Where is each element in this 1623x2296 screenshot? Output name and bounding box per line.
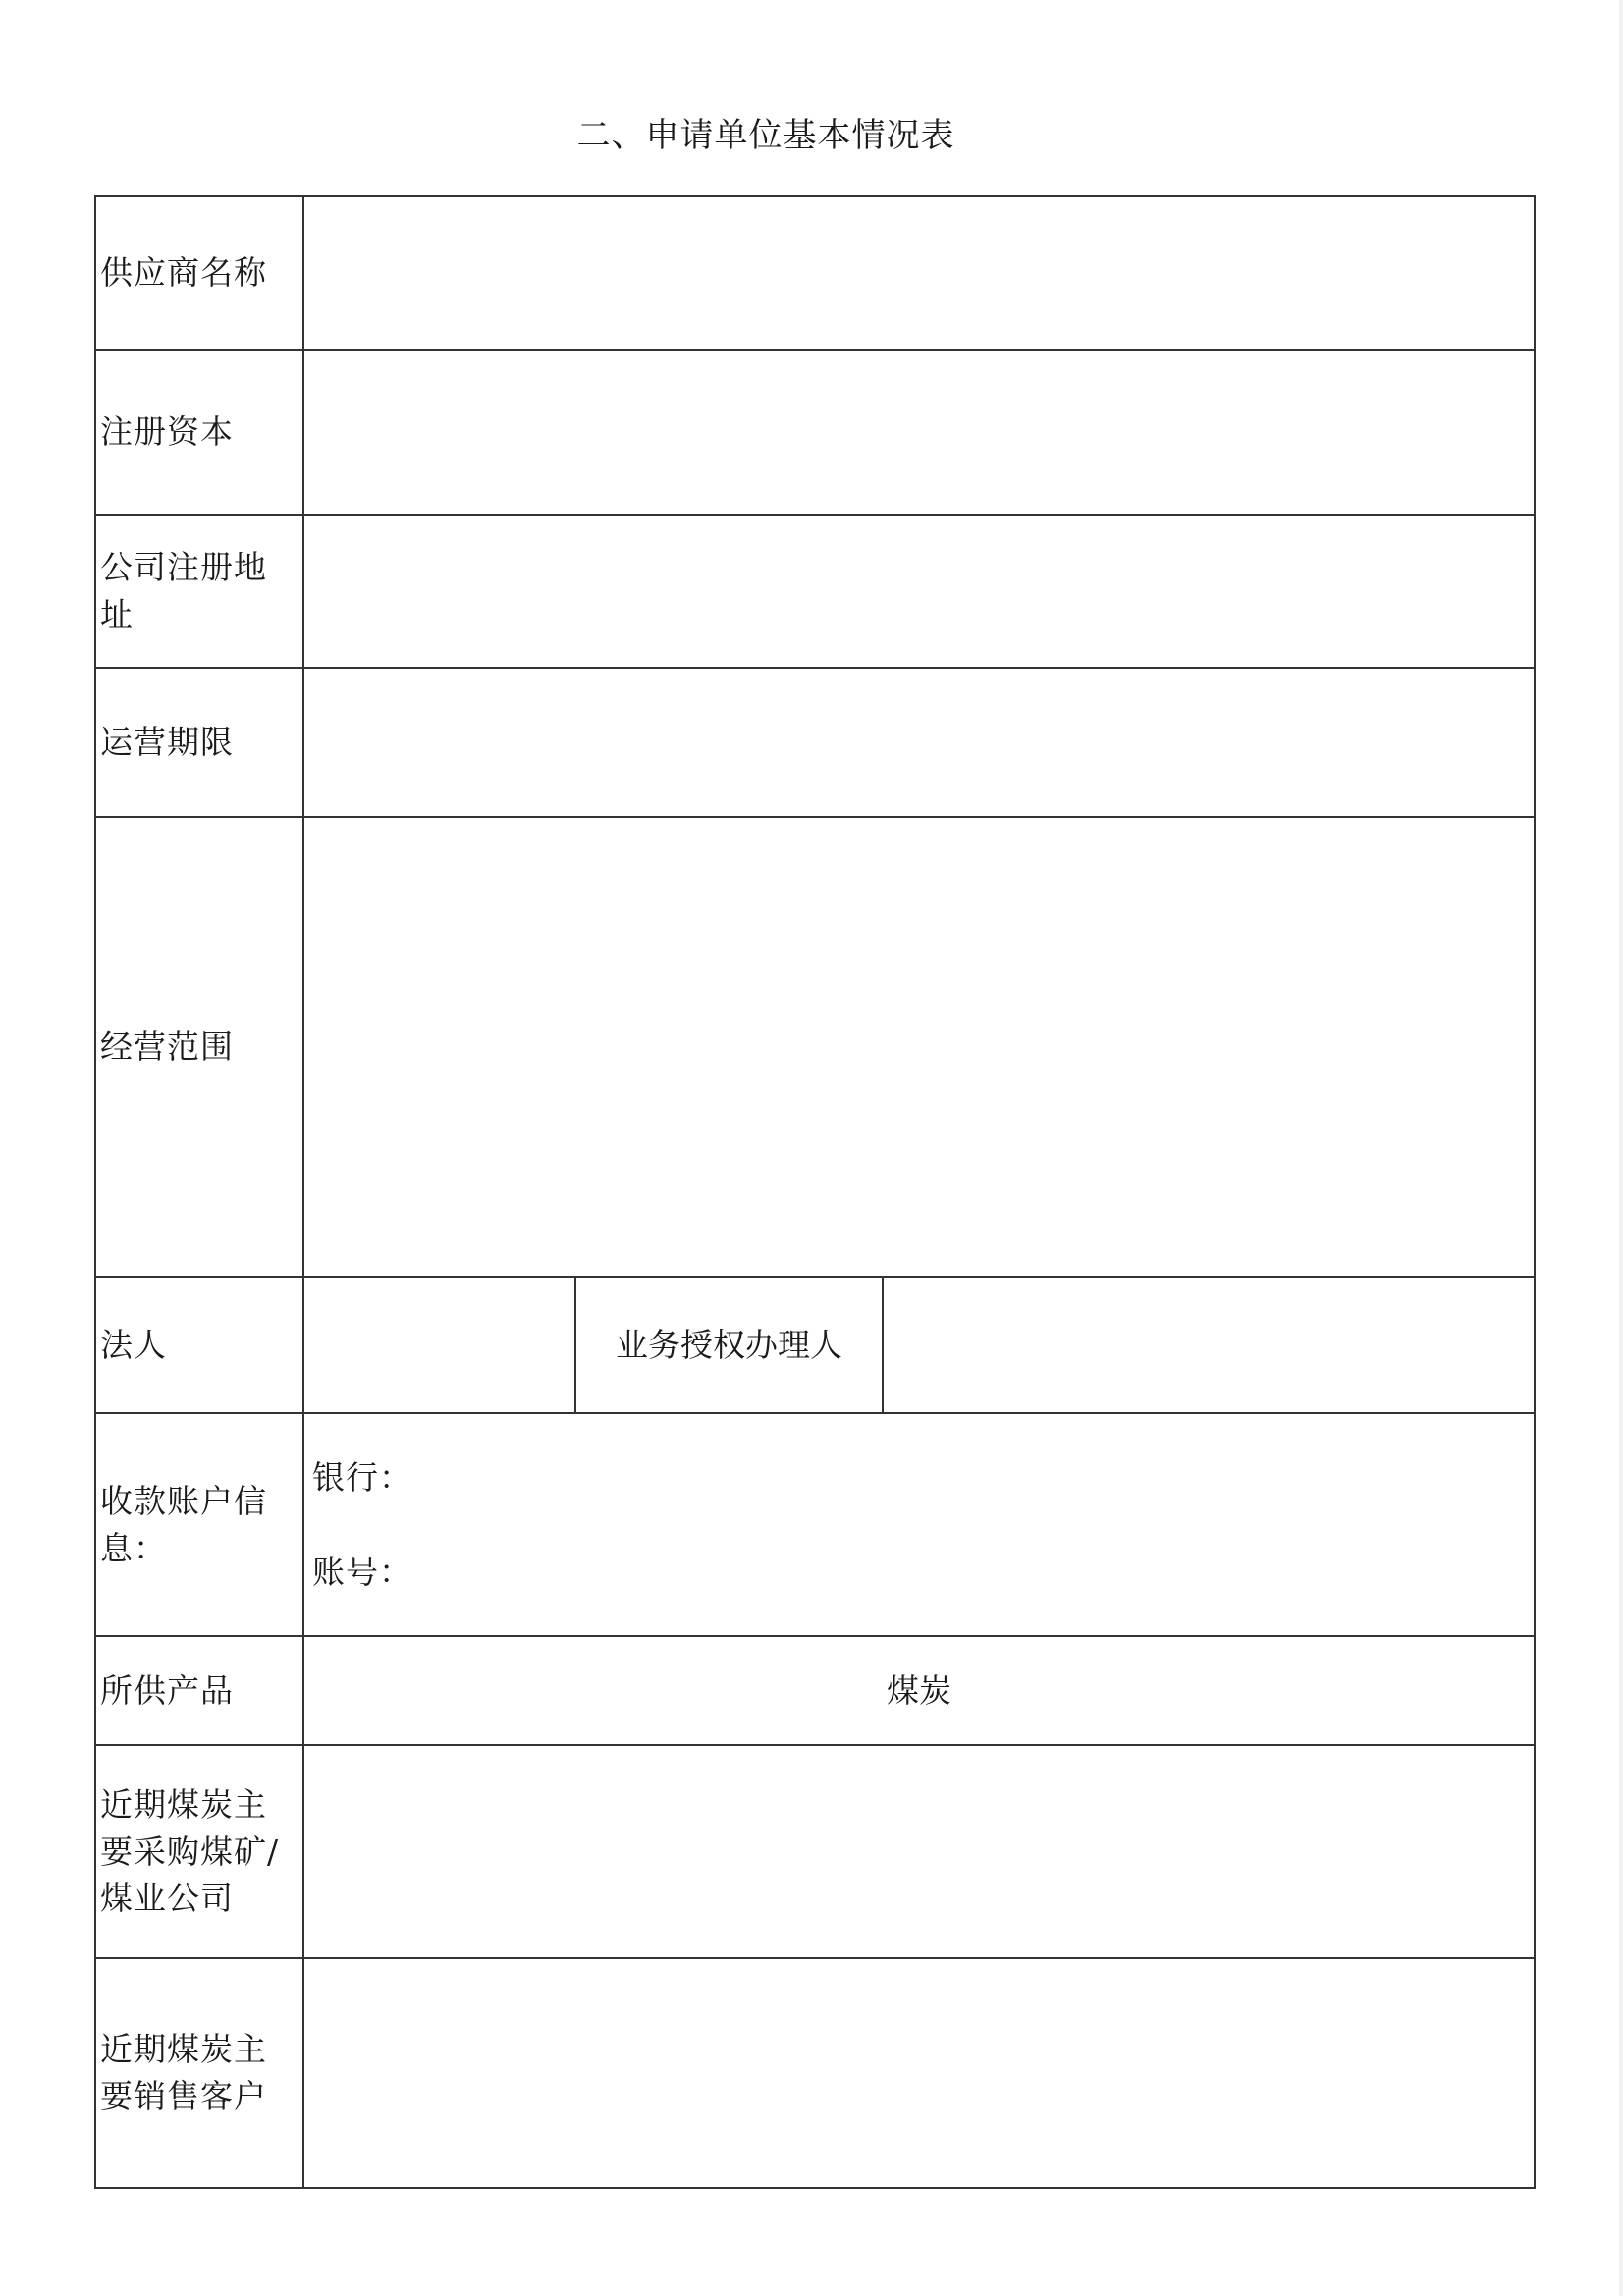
authorized-agent-label: 业务授权办理人: [575, 1277, 883, 1413]
table-row-recent-customers: [95, 1958, 1535, 2188]
recent-customers-field[interactable]: [303, 1958, 1535, 2188]
page-edge: [1619, 0, 1623, 2296]
products-label: 所供产品: [95, 1636, 303, 1745]
recent-suppliers-label: 近期煤炭主要采购煤矿/煤业公司: [95, 1745, 303, 1958]
recent-customers-label: 近期煤炭主要销售客户: [95, 1958, 303, 2188]
table-row-legal-person: [95, 1277, 1535, 1413]
table-row-bank-account: [95, 1413, 1535, 1636]
legal-person-field[interactable]: [303, 1277, 575, 1413]
registered-capital-label: 注册资本: [95, 350, 303, 515]
table-row-registered-capital: [95, 350, 1535, 515]
registered-capital-field[interactable]: [303, 350, 1535, 515]
table-row-supplier-name: [95, 196, 1535, 350]
bank-label: 银行：: [312, 1457, 412, 1497]
table-row-recent-suppliers: [95, 1745, 1535, 1958]
authorized-agent-field[interactable]: [883, 1277, 1535, 1413]
legal-person-label: 法人: [95, 1277, 303, 1413]
table-row-registered-address: [95, 515, 1535, 668]
operation-period-field[interactable]: [303, 668, 1535, 817]
bank-account-label: 收款账户信息：: [95, 1413, 303, 1636]
table-row-products: [95, 1636, 1535, 1745]
recent-suppliers-field[interactable]: [303, 1745, 1535, 1958]
supplier-name-field[interactable]: [303, 196, 1535, 350]
applicant-info-table: [94, 195, 1536, 2189]
account-number-label: 账号：: [312, 1552, 412, 1591]
business-scope-label: 经营范围: [95, 817, 303, 1277]
registered-address-field[interactable]: [303, 515, 1535, 668]
products-value[interactable]: 煤炭: [303, 1636, 1535, 1745]
registered-address-label: 公司注册地址: [95, 515, 303, 668]
business-scope-field[interactable]: [303, 817, 1535, 1277]
supplier-name-label: 供应商名称: [95, 196, 303, 350]
table-row-business-scope: [95, 817, 1535, 1277]
table-row-operation-period: [95, 668, 1535, 817]
bank-account-spacer: [312, 1502, 1534, 1549]
operation-period-label: 运营期限: [95, 668, 303, 817]
bank-account-field[interactable]: [303, 1413, 1535, 1636]
page-title: 二、申请单位基本情况表: [576, 116, 955, 155]
